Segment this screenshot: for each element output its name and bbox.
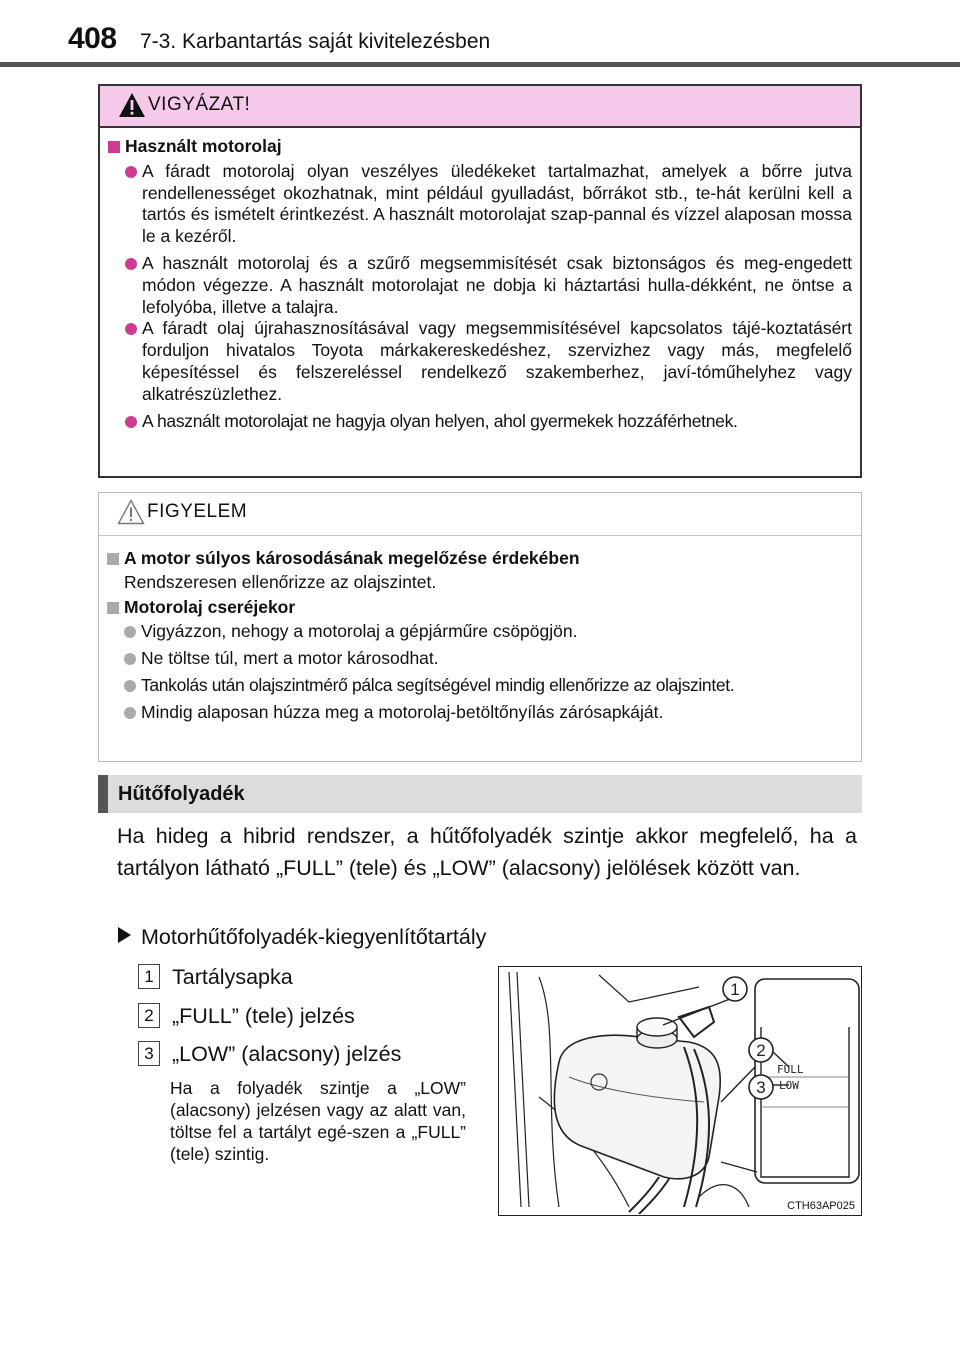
warning-header	[100, 86, 860, 128]
notice-bullet-3: Tankolás után olajszintmérő pálca segítségével mindig ellenőrizze az olajszintet.	[107, 675, 853, 697]
notice-header	[99, 493, 861, 536]
figure-code: CTH63AP025	[787, 1200, 855, 1212]
legend-number-3: 3	[138, 1041, 160, 1066]
legend-item-3	[138, 1041, 401, 1067]
callout-1	[663, 977, 747, 1025]
warning-triangle-icon	[118, 92, 146, 118]
warning-title: VIGYÁZAT!	[148, 94, 251, 115]
warning-box	[98, 84, 862, 478]
warning-bullet-2-continued: A fáradt olaj újrahasznosításával vagy megsemmisítésével kapcsolatos tájé-koztatásért forduljon hivatalos Toyota márkakereskedéshez, szervizhez vagy más, megfelelő képesítéssel és felszereléssel rendelkező szakemberhez, javí-tóműhelyhez vagy alkatrészüzlethez.	[108, 318, 852, 405]
reservoir-subheading	[118, 925, 486, 950]
section-title: 7-3. Karbantartás saját kivitelezésben	[140, 30, 491, 53]
notice-bullet-1: Vigyázzon, nehogy a motorolaj a gépjárműre csöpögjön.	[107, 621, 853, 643]
legend-number-1: 1	[138, 964, 160, 989]
coolant-note: Ha a folyadék szintje a „LOW” (alacsony) jelzésen vagy az alatt van, töltse fel a tartályt egé-szen a „FULL” (tele) szintig.	[170, 1078, 466, 1164]
page-number: 408	[68, 22, 117, 55]
callout-number-2: 2	[756, 1041, 766, 1060]
legend-number-2: 2	[138, 1003, 160, 1028]
warning-body	[100, 128, 860, 432]
caution-triangle-icon	[117, 499, 145, 525]
low-mark-label: LOW	[779, 1079, 799, 1092]
warning-bullet-2: A használt motorolaj és a szűrő megsemmisítését csak biztonságos és meg-engedett módon végezze. A használt motorolajat ne dobja ki háztartási hulla-dékként, ne öntse a lefolyóba, illetve a talajra.	[108, 253, 852, 318]
notice-text-1: Rendszeresen ellenőrizze az olajszintet.	[124, 571, 437, 592]
warning-bullet-3: A használt motorolajat ne hagyja olyan helyen, ahol gyermekek hozzáférhetnek.	[108, 411, 852, 433]
full-mark-label: FULL	[777, 1063, 804, 1076]
coolant-section-bar	[98, 775, 862, 813]
notice-bullet-2: Ne töltse túl, mert a motor károsodhat.	[107, 648, 853, 670]
legend-label-1: Tartálysapka	[172, 965, 293, 989]
coolant-paragraph: Ha hideg a hibrid rendszer, a hűtőfolyadék szintje akkor megfelelő, ha a tartályon látható „FULL” (tele) és „LOW” (alacsony) jelölések között van.	[117, 824, 857, 880]
legend-item-2	[138, 1003, 355, 1029]
reservoir-subheading-text: Motorhűtőfolyadék-kiegyenlítőtartály	[141, 925, 487, 949]
legend-item-1	[138, 964, 293, 990]
engine-bay-illustration	[499, 967, 860, 1214]
warning-heading: Használt motorolaj	[108, 136, 852, 158]
notice-body	[99, 536, 861, 724]
section-bar-accent	[98, 775, 108, 813]
notice-heading-2: Motorolaj cseréjekor	[107, 597, 853, 619]
callout-number-1: 1	[730, 980, 740, 999]
reservoir-figure	[498, 966, 862, 1216]
legend-label-3: „LOW” (alacsony) jelzés	[172, 1042, 402, 1066]
page-header	[0, 0, 960, 70]
notice-title: FIGYELEM	[147, 501, 248, 522]
callout-number-3: 3	[756, 1078, 766, 1097]
warning-bullet-1: A fáradt motorolaj olyan veszélyes üledékeket tartalmazhat, amelyek a bőrre jutva rendellenességet okozhatnak, mint például gyulladást, bőrrákot stb., te-hát kerülni kell a tartós és ismételt érintkezést. A használt motorolajat szap-pannal és vízzel alaposan mossa le a kezéről.	[108, 161, 852, 248]
notice-heading-1: A motor súlyos károsodásának megelőzése érdekében	[107, 548, 853, 570]
notice-bullet-4: Mindig alaposan húzza meg a motorolaj-betöltőnyílás zárósapkáját.	[107, 702, 853, 724]
legend-label-2: „FULL” (tele) jelzés	[172, 1004, 355, 1028]
triangle-arrow-icon	[118, 927, 131, 943]
notice-box	[98, 492, 862, 762]
coolant-section-title: Hűtőfolyadék	[118, 783, 245, 805]
header-rule	[0, 62, 960, 67]
